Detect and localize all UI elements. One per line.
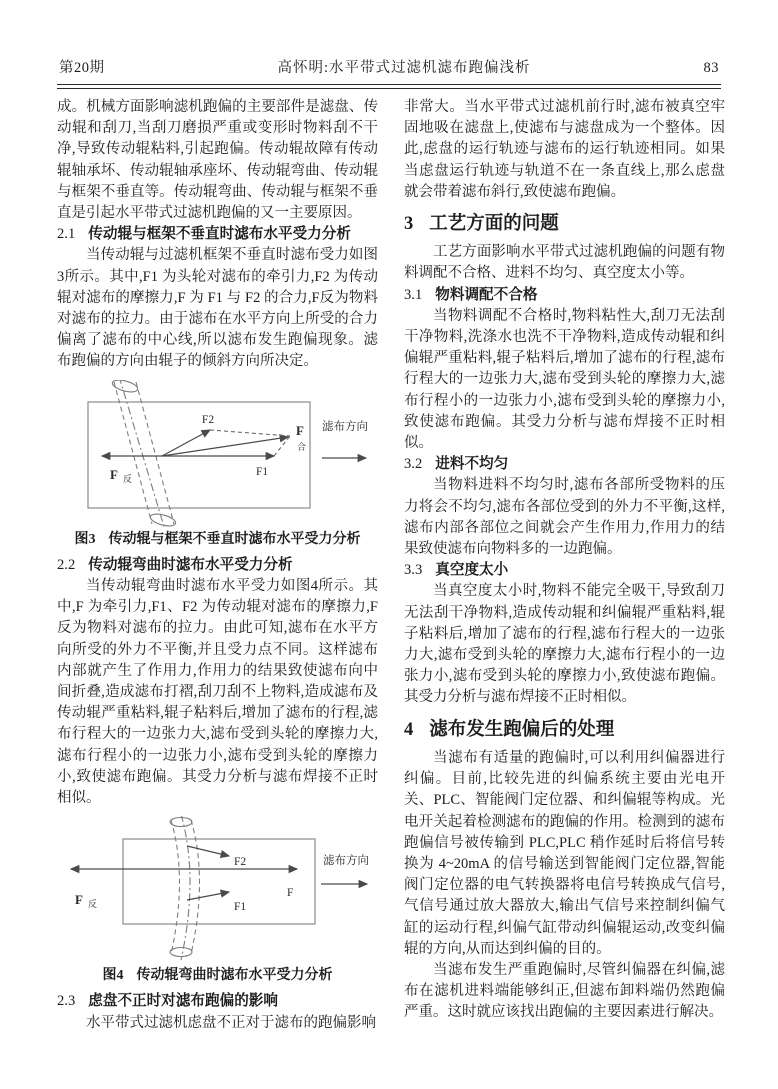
fig3-label-f-fan-main: F xyxy=(109,466,118,482)
paragraph: 当滤布有适量的跑偏时,可以利用纠偏器进行纠偏。目前,比较先进的纠偏系统主要由光电开关、PLC、智能阀门定位器、和纠偏辊等构成。光电开关起着检测滤布的跑偏的作用。检测到的滤布跑偏信号被传输到 PLC,PLC 稍作延时后将信号转换为 4~20mA 的信号输送到智能阀门定位器,智能阀门定位器的电气转换器将电信号转换成气信号,气信号通过放大器放大,输出气信号来控制纠偏气缸的运动行程,纠偏气缸带动纠偏辊运动,改变纠偏辊的方向,从而达到纠偏的目的。 xyxy=(404,749,725,957)
section-number: 2.3 xyxy=(57,993,76,1010)
figure-4-diagram xyxy=(57,816,379,964)
filter-cloth-outline xyxy=(88,402,310,508)
paragraph: 非常大。当水平带式过滤机前行时,滤布被真空牢固地吸在滤盘上,使滤布与滤盘成为一个整体。因此,虑盘的运行轨迹与滤布的运行轨迹相同。如果当虑盘运行轨迹与轨道不在一条直线上,那么虑盘就会带着滤布斜行,致使滤布跑偏。 xyxy=(404,99,725,200)
paragraph: 当传动辊弯曲时滤布水平受力如图4所示。其中,F 为牵引力,F1、F2 为传动辊对滤布的摩擦力,F反为物料对滤布的拉力。由此可知,滤布在水平方向所受的外力不平衡,并且受力点不同。这样滤布内部就产生了作用力,作用力的结果致使滤布向中间折叠,造成滤布打褶,刮刀刮不上物料,造成滤布及传动辊严重粘料,辊子粘料后,增加了滤布的行程,滤布行程大的一边张力大,滤布受到头轮的摩擦力大,滤布行程小的一边张力小,滤布受到头轮的摩擦力小,致使滤布跑偏。其受力分析与滤布焊接不正时相似。 xyxy=(57,578,378,807)
figure-number: 图3 xyxy=(74,531,96,547)
paragraph: 成。机械方面影响滤机跑偏的主要部件是滤盘、传动辊和刮刀,当刮刀磨损严重或变形时物料刮不干净,导致传动辊粘料,引起跑偏。传动辊故障有传动辊轴承坏、传动辊轴承座坏、传动辊弯曲、传动辊与框架不垂直等。传动辊弯曲、传动辊与框架不垂直是引起水平带式过滤机跑偏的又一主要原因。 xyxy=(57,99,378,222)
section-heading-3 xyxy=(404,214,725,235)
section-heading-4 xyxy=(404,720,725,741)
paragraph: 当滤布发生严重跑偏时,尽管纠偏器在纠偏,滤布在滤机进料端能够纠正,但滤布卸料端仍然跑偏严重。这时就应该找出跑偏的主要因素进行解决。 xyxy=(404,961,725,1021)
fig3-label-f1: F1 xyxy=(255,465,268,478)
section-title: 虑盘不正时对滤布跑偏的影响 xyxy=(88,993,278,1010)
figure-title: 传动辊弯曲时滤布水平受力分析 xyxy=(136,968,333,984)
section-heading-3-2 xyxy=(404,454,725,475)
section-title: 进料不均匀 xyxy=(435,456,509,473)
figure-3-caption xyxy=(57,529,378,550)
section-number: 4 xyxy=(404,719,414,740)
force-vectors xyxy=(71,846,297,900)
section-number: 2.1 xyxy=(57,226,76,243)
paragraph: 当物料进料不均匀时,滤布各部所受物料的压力将会不均匀,滤布各部位受到的外力不平衡,这样,滤布内部各部位之间就会产生作用力,作用力的结果致使滤布向物料多的一边跑偏。 xyxy=(404,477,725,558)
section-number: 3.3 xyxy=(404,562,423,579)
fig3-label-f-fan-sub: 反 xyxy=(122,473,132,484)
section-number: 3.1 xyxy=(404,286,423,303)
section-heading-2-3 xyxy=(57,991,378,1012)
section-title: 传动辊与框架不垂直时滤布水平受力分析 xyxy=(88,226,351,243)
fig4-label-f2: F2 xyxy=(234,856,247,869)
bent-roller xyxy=(170,816,200,960)
section-number: 3 xyxy=(404,214,414,235)
running-title: 高怀明:水平带式过滤机滤布跑偏浅析 xyxy=(277,60,531,76)
two-column-body xyxy=(57,97,725,1034)
paragraph: 当真空度太小时,物料不能完全吸干,导致刮刀无法刮干净物料,造成传动辊和纠偏辊严重粘料,辊子粘料后,增加了滤布的行程,滤布行程大的一边张力大,滤布受到头轮的摩擦力大,滤布行程小的一边张力小,滤布受到头轮的摩擦力小,致使滤布跑偏。其受力分析与滤布焊接不正时相似。 xyxy=(404,583,725,706)
fig4-label-f1: F1 xyxy=(234,901,247,914)
figure-title: 传动辊与框架不垂直时滤布水平受力分析 xyxy=(108,531,361,547)
header-double-rule xyxy=(57,84,721,89)
fig3-label-f2: F2 xyxy=(201,413,214,426)
paragraph: 水平带式过滤机虑盘不正对于滤布的跑偏影响 xyxy=(86,1014,376,1031)
paragraph: 工艺方面影响水平带式过滤机跑偏的问题有物料调配不合格、进料不均匀、真空度太小等。 xyxy=(404,244,725,282)
section-heading-2-2 xyxy=(57,555,378,576)
figure-number: 图4 xyxy=(102,968,124,984)
section-title: 真空度太小 xyxy=(435,562,509,579)
section-title: 滤布发生跑偏后的处理 xyxy=(429,719,615,740)
figure-3 xyxy=(57,380,378,550)
section-heading-3-1 xyxy=(404,285,725,306)
right-column xyxy=(404,97,725,1034)
section-heading-3-3 xyxy=(404,560,725,581)
section-title: 传动辊弯曲时滤布水平受力分析 xyxy=(88,556,293,573)
left-column xyxy=(57,97,378,1034)
section-number: 3.2 xyxy=(404,456,423,473)
fig3-label-f-he-sub: 合 xyxy=(296,441,306,452)
issue-number: 第20期 xyxy=(59,60,105,76)
section-title: 工艺方面的问题 xyxy=(429,214,559,235)
paragraph: 当物料调配不合格时,物料粘性大,刮刀无法刮干净物料,洗涤水也洗不干净物料,造成传动辊和纠偏辊严重粘料,辊子粘料后,增加了滤布的行程,滤布行程大的一边张力大,滤布受到头轮的摩擦力大,滤布行程小的一边张力小,滤布受到头轮的摩擦力小,致使滤布跑偏。其受力分析与滤布焊接不正时相似。 xyxy=(404,307,725,452)
fig3-label-f-he-main: F xyxy=(295,422,304,438)
figure-4 xyxy=(57,816,378,986)
page-number: 83 xyxy=(703,60,719,76)
figure-4-caption xyxy=(57,965,378,986)
figure-3-diagram xyxy=(58,380,378,528)
paragraph: 当传动辊与过滤机框架不垂直时滤布受力如图3所示。其中,F1 为头轮对滤布的牵引力,F2 为传动辊对滤布的摩擦力,F 为 F1 与 F2 的合力,F反为物料对滤布的拉力。由于滤布在水平方向上所受的合力偏离了滤布的中心线,所以滤布发生跑偏现象。滤布跑偏的方向由辊子的倾斜方向所决定。 xyxy=(57,247,378,370)
fig4-label-f-fan-main: F xyxy=(75,892,83,908)
fig4-label-f-fan-sub: 反 xyxy=(88,899,98,910)
fig4-label-cloth-direction: 滤布方向 xyxy=(323,855,369,868)
fig3-label-cloth-direction: 滤布方向 xyxy=(321,420,368,433)
section-title: 物料调配不合格 xyxy=(435,286,538,303)
page-header xyxy=(57,56,721,89)
section-number: 2.2 xyxy=(57,556,76,573)
filter-cloth-outline xyxy=(123,839,315,924)
fig4-label-f: F xyxy=(287,887,294,900)
section-heading-2-1 xyxy=(57,224,378,245)
